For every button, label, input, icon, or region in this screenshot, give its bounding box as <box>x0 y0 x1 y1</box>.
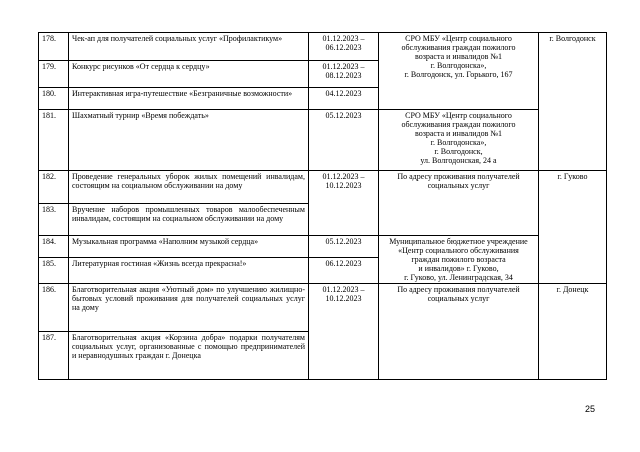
place-line: г. Волгодонска», <box>430 138 487 147</box>
event-name: Чек-ап для получателей социальных услуг «Профилактикум» <box>69 33 309 61</box>
event-name: Шахматный турнир «Время побеждать» <box>69 110 309 171</box>
event-date: 01.12.2023 – 10.12.2023 <box>309 171 379 236</box>
place-line: СРО МБУ «Центр социального <box>405 34 512 43</box>
place-line: г. Гуково, ул. Ленинградская, 34 <box>404 273 513 282</box>
place-line: обслуживания граждан пожилого <box>401 120 516 129</box>
event-name: Музыкальная программа «Наполним музыкой сердца» <box>69 236 309 258</box>
event-name: Благотворительная акция «Корзина добра» подарки получателям социальных услуг, организованные с помощью предпринимателей и неравнодушных граждан г. Донецка <box>69 332 309 380</box>
city-cell: г. Гуково <box>539 171 607 284</box>
row-number: 179. <box>39 61 69 88</box>
event-date: 01.12.2023 – 06.12.2023 <box>309 33 379 61</box>
city-cell: г. Волгодонск <box>539 33 607 171</box>
row-number: 184. <box>39 236 69 258</box>
event-name: Конкурс рисунков «От сердца к сердцу» <box>69 61 309 88</box>
event-place <box>379 284 539 380</box>
row-number: 185. <box>39 258 69 284</box>
event-name: Благотворительная акция «Уютный дом» по улучшению жилищно-бытовых условий проживания для получателей социальных услуг на дому <box>69 284 309 332</box>
event-date: 04.12.2023 <box>309 88 379 110</box>
page-number: 25 <box>585 404 596 414</box>
place-line: По адресу проживания получателей <box>397 285 520 294</box>
place-line: социальных услуг <box>427 294 490 303</box>
event-date: 05.12.2023 <box>309 236 379 258</box>
event-date: 06.12.2023 <box>309 258 379 284</box>
place-line: возраста и инвалидов №1 <box>414 52 503 61</box>
events-table <box>38 32 607 380</box>
event-date: 01.12.2023 – 08.12.2023 <box>309 61 379 88</box>
row-number: 187. <box>39 332 69 380</box>
place-line: СРО МБУ «Центр социального <box>405 111 512 120</box>
table-row <box>39 171 607 204</box>
row-number: 182. <box>39 171 69 204</box>
row-number: 180. <box>39 88 69 110</box>
place-line: По адресу проживания получателей <box>397 172 520 181</box>
event-name: Вручение наборов промышленных товаров малообеспеченным инвалидам, состоящим на социальном обслуживании на дому <box>69 204 309 236</box>
place-line: Муниципальное бюджетное учреждение <box>389 237 528 246</box>
event-place <box>379 33 539 110</box>
event-name: Проведение генеральных уборок жилых помещений инвалидам, состоящим на социальном обслуживании на дому <box>69 171 309 204</box>
event-place <box>379 110 539 171</box>
row-number: 186. <box>39 284 69 332</box>
table-row <box>39 284 607 332</box>
row-number: 178. <box>39 33 69 61</box>
place-line: социальных услуг <box>427 181 490 190</box>
city-cell: г. Донецк <box>539 284 607 380</box>
place-line: возраста и инвалидов №1 <box>414 129 503 138</box>
place-line: г. Волгодонска», <box>430 61 487 70</box>
place-line: г. Волгодонск, ул. Горького, 167 <box>404 70 513 79</box>
place-line: ул. Волгодонская, 24 а <box>420 156 497 165</box>
place-line: граждан пожилого возраста <box>411 255 506 264</box>
event-place <box>379 236 539 284</box>
place-line: и инвалидов» г. Гуково, <box>418 264 499 273</box>
row-number: 183. <box>39 204 69 236</box>
place-line: г. Волгодонск, <box>434 147 483 156</box>
row-number: 181. <box>39 110 69 171</box>
event-name: Интерактивная игра-путешествие «Безграничные возможности» <box>69 88 309 110</box>
table-row <box>39 110 607 171</box>
event-name: Литературная гостиная «Жизнь всегда прекрасна!» <box>69 258 309 284</box>
event-place <box>379 171 539 236</box>
place-line: «Центр социального обслуживания <box>398 246 519 255</box>
place-line: обслуживания граждан пожилого <box>401 43 516 52</box>
table-row <box>39 33 607 61</box>
event-date: 05.12.2023 <box>309 110 379 171</box>
event-date: 01.12.2023 – 10.12.2023 <box>309 284 379 380</box>
table-row <box>39 236 607 258</box>
